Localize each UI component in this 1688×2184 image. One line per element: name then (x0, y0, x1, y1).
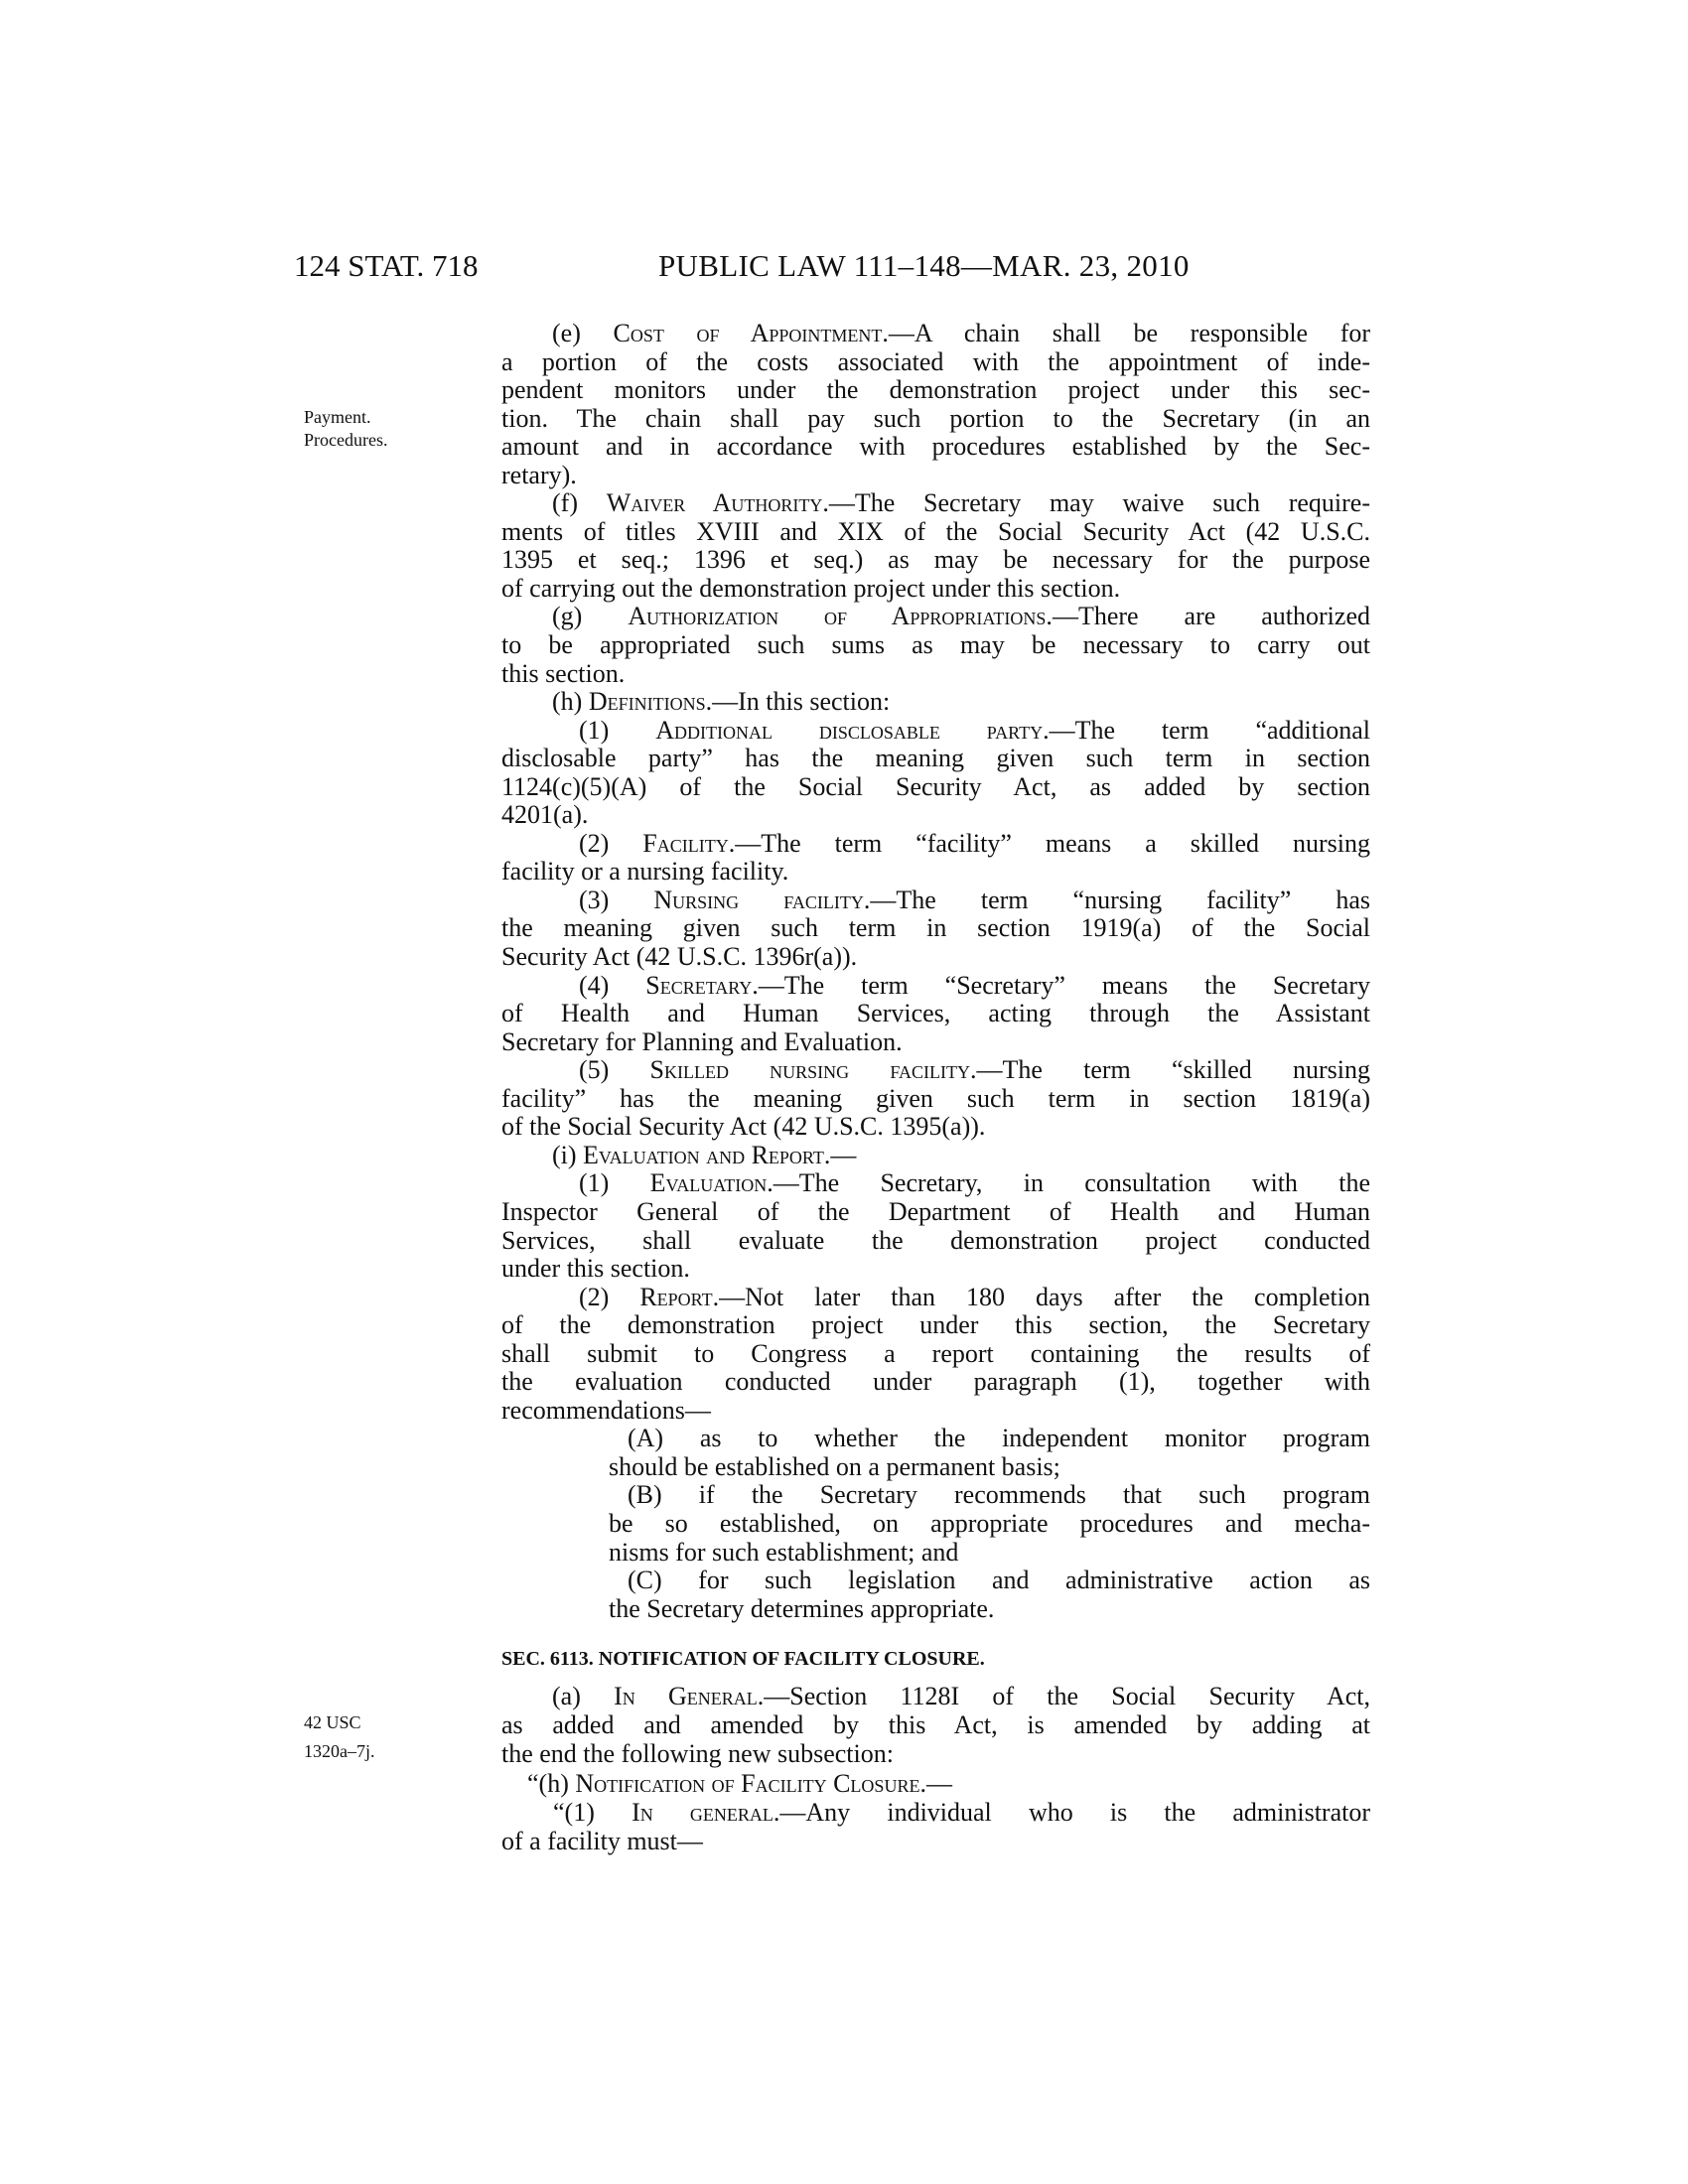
paragraph-line (501, 1056, 1370, 1085)
paragraph (501, 717, 1370, 830)
paragraph-text: —Not later than 180 days after the completion (719, 1282, 1371, 1311)
section-heading: SEC. 6113. NOTIFICATION OF FACILITY CLOSURE. (501, 1648, 985, 1670)
paragraph-number: (3) (579, 885, 610, 914)
paragraph-heading: Report. (639, 1282, 720, 1311)
margin-note-usc: 42 USC (304, 1712, 361, 1732)
paragraph-heading: Additional disclosable party. (655, 715, 1050, 745)
paragraph-line: Secretary for Planning and Evaluation. (501, 1026, 903, 1056)
paragraph-number: (e) (552, 319, 581, 347)
paragraph-heading: Facility. (642, 828, 736, 858)
paragraph-line (501, 489, 1370, 518)
paragraph-heading: Notification of Facility Closure. (575, 1768, 926, 1798)
paragraph-number: (f) (552, 488, 578, 518)
paragraph (501, 830, 1370, 887)
paragraph-line (501, 717, 1370, 746)
paragraph-line (501, 887, 1370, 915)
paragraph-line: retary). (501, 460, 577, 489)
paragraph-line: the end the following new subsection: (501, 1739, 894, 1769)
paragraph-line: as added and amended by this Act, is amended by adding at (501, 1710, 1370, 1740)
paragraph-line: the Secretary determines appropriate. (609, 1593, 995, 1623)
paragraph-line: 1395 et seq.; 1396 et seq.) as may be necessary for the purpose (501, 545, 1370, 575)
paragraph (501, 1056, 1370, 1142)
paragraph-heading: In general. (632, 1797, 780, 1827)
paragraph-number: (i) (552, 1140, 577, 1169)
paragraph-line: ments of titles XVIII and XIX of the Social Security Act (42 U.S.C. (501, 516, 1370, 546)
paragraph-text: as to whether the independent monitor program (663, 1424, 1370, 1453)
paragraph (501, 489, 1370, 603)
paragraph-heading: Nursing facility. (653, 885, 871, 914)
paragraph-line: Inspector General of the Department of Health and Human (501, 1196, 1370, 1226)
paragraph (501, 1284, 1370, 1426)
margin-note-payment: Payment. (304, 407, 371, 427)
paragraph (501, 1798, 1370, 1855)
paragraph-line (501, 320, 1370, 348)
paragraph-heading: Waiver Authority. (606, 488, 829, 518)
paragraph-heading: Skilled nursing facility. (649, 1055, 977, 1085)
paragraph-line: facility or a nursing facility. (501, 857, 789, 887)
paragraph-heading: Secretary. (645, 970, 759, 1000)
paragraph-line: shall submit to Congress a report containing the results of (501, 1338, 1370, 1368)
paragraph (501, 1567, 1370, 1623)
paragraph (501, 603, 1370, 688)
paragraph-line: pendent monitors under the demonstration project under this sec- (501, 375, 1370, 405)
paragraph-text: —The Secretary may waive such require- (828, 488, 1370, 518)
paragraph-text: —Any individual who is the administrator (779, 1797, 1370, 1827)
paragraph (501, 688, 1370, 717)
paragraph-text: —The term “Secretary” means the Secretary (758, 970, 1371, 1000)
paragraph-line: of Health and Human Services, acting through the Assistant (501, 999, 1370, 1028)
paragraph-text: — (925, 1768, 952, 1798)
margin-note-usc-section: 1320a–7j. (304, 1741, 375, 1761)
paragraph-number: (5) (579, 1055, 610, 1085)
paragraph (501, 1169, 1370, 1283)
paragraph-line: a portion of the costs associated with the appointment of inde- (501, 346, 1370, 376)
paragraph-line: tion. The chain shall pay such portion to the Secretary (in an (501, 403, 1370, 433)
paragraph (501, 1769, 1370, 1798)
paragraph-heading: In General. (614, 1682, 765, 1710)
paragraph-number: (h) (538, 1768, 569, 1798)
paragraph-line: 4201(a). (501, 800, 589, 830)
paragraph-line: disclosable party” has the meaning given such term in section (501, 744, 1370, 773)
paragraph-line (501, 1142, 1370, 1170)
paragraph-heading: Authorization of Appropriations. (628, 602, 1053, 631)
paragraph-line: of the demonstration project under this section, the Secretary (501, 1310, 1370, 1340)
paragraph-line (501, 1481, 1370, 1510)
body-text (501, 320, 1370, 1623)
paragraph-line: recommendations— (501, 1395, 711, 1425)
paragraph-line (501, 1169, 1370, 1198)
paragraph-text: —The term “nursing facility” has (870, 885, 1370, 914)
paragraph-heading: Definitions. (588, 687, 713, 717)
section-body-text (501, 1682, 1370, 1855)
paragraph-line: of carrying out the demonstration project under this section. (501, 573, 1121, 603)
paragraph-line: the evaluation conducted under paragraph (1), together with (501, 1367, 1370, 1397)
paragraph-line: the meaning given such term in section 1919(a) of the Social (501, 913, 1370, 943)
paragraph-line: of the Social Security Act (42 U.S.C. 1395(a)). (501, 1112, 986, 1142)
paragraph-line: Services, shall evaluate the demonstration project conducted (501, 1225, 1370, 1255)
paragraph-number: (4) (579, 970, 610, 1000)
paragraph (501, 887, 1370, 972)
paragraph-text: for such legislation and administrative action as (661, 1566, 1370, 1595)
paragraph (501, 1425, 1370, 1481)
paragraph-number: (g) (552, 602, 583, 631)
paragraph-line (501, 972, 1370, 1001)
paragraph (501, 1481, 1370, 1567)
paragraph-line: be so established, on appropriate procedures and mecha- (609, 1508, 1370, 1538)
running-header: PUBLIC LAW 111–148—MAR. 23, 2010 (658, 248, 1190, 283)
paragraph-heading: Cost of Appointment. (613, 319, 889, 347)
paragraph (501, 972, 1370, 1057)
paragraph-text: —A chain shall be responsible for (888, 319, 1371, 347)
paragraph-text: —The term “skilled nursing (976, 1055, 1370, 1085)
paragraph-line: amount and in accordance with procedures established by the Sec- (501, 432, 1370, 462)
paragraph-text: —The term “additional (1049, 715, 1370, 745)
paragraph-line (501, 1567, 1370, 1595)
open-quote: “ (527, 1768, 539, 1798)
page-citation: 124 STAT. 718 (294, 248, 479, 283)
open-quote: “ (553, 1797, 565, 1827)
paragraph-number: (1) (579, 1168, 610, 1198)
paragraph-heading: Evaluation and Report. (583, 1140, 831, 1169)
paragraph-line (501, 830, 1370, 859)
paragraph-number: (B) (628, 1480, 662, 1510)
paragraph-line: Security Act (42 U.S.C. 1396r(a)). (501, 942, 858, 972)
paragraph-line (501, 688, 1370, 717)
margin-note-procedures: Procedures. (304, 430, 388, 450)
paragraph-number: (1) (564, 1797, 595, 1827)
paragraph (501, 320, 1370, 489)
paragraph-line: 1124(c)(5)(A) of the Social Security Act, as added by section (501, 771, 1370, 801)
paragraph-heading: Evaluation. (649, 1168, 774, 1198)
paragraph-text: —There are authorized (1052, 602, 1370, 631)
paragraph-number: (1) (579, 715, 610, 745)
paragraph-text: —In this section: (712, 687, 891, 717)
paragraph-line: to be appropriated such sums as may be necessary to carry out (501, 630, 1370, 660)
paragraph-line (501, 1798, 1370, 1827)
paragraph-number: (2) (579, 1282, 610, 1311)
paragraph (501, 1682, 1370, 1769)
paragraph-line (501, 1284, 1370, 1312)
paragraph-line: under this section. (501, 1254, 690, 1284)
paragraph-text: if the Secretary recommends that such program (661, 1480, 1370, 1510)
paragraph-text: —Section 1128I of the Social Security Act, (764, 1682, 1370, 1710)
paragraph-line: this section. (501, 658, 626, 688)
paragraph-number: (A) (628, 1424, 664, 1453)
paragraph-line: of a facility must— (501, 1826, 703, 1855)
paragraph-number: (a) (552, 1682, 581, 1710)
paragraph-line: facility” has the meaning given such term in section 1819(a) (501, 1083, 1370, 1113)
paragraph-text: — (830, 1140, 857, 1169)
paragraph-line (501, 603, 1370, 631)
paragraph-line: should be established on a permanent basis; (609, 1451, 1060, 1481)
paragraph-line: nisms for such establishment; and (609, 1537, 959, 1567)
paragraph-number: (C) (628, 1566, 662, 1595)
paragraph-line (501, 1682, 1370, 1710)
paragraph-number: (2) (579, 828, 610, 858)
paragraph-number: (h) (552, 687, 583, 717)
paragraph (501, 1142, 1370, 1170)
paragraph-text: —The term “facility” means a skilled nursing (735, 828, 1370, 858)
paragraph-line (501, 1769, 1370, 1798)
paragraph-line (501, 1425, 1370, 1453)
paragraph-text: —The Secretary, in consultation with the (773, 1168, 1371, 1198)
